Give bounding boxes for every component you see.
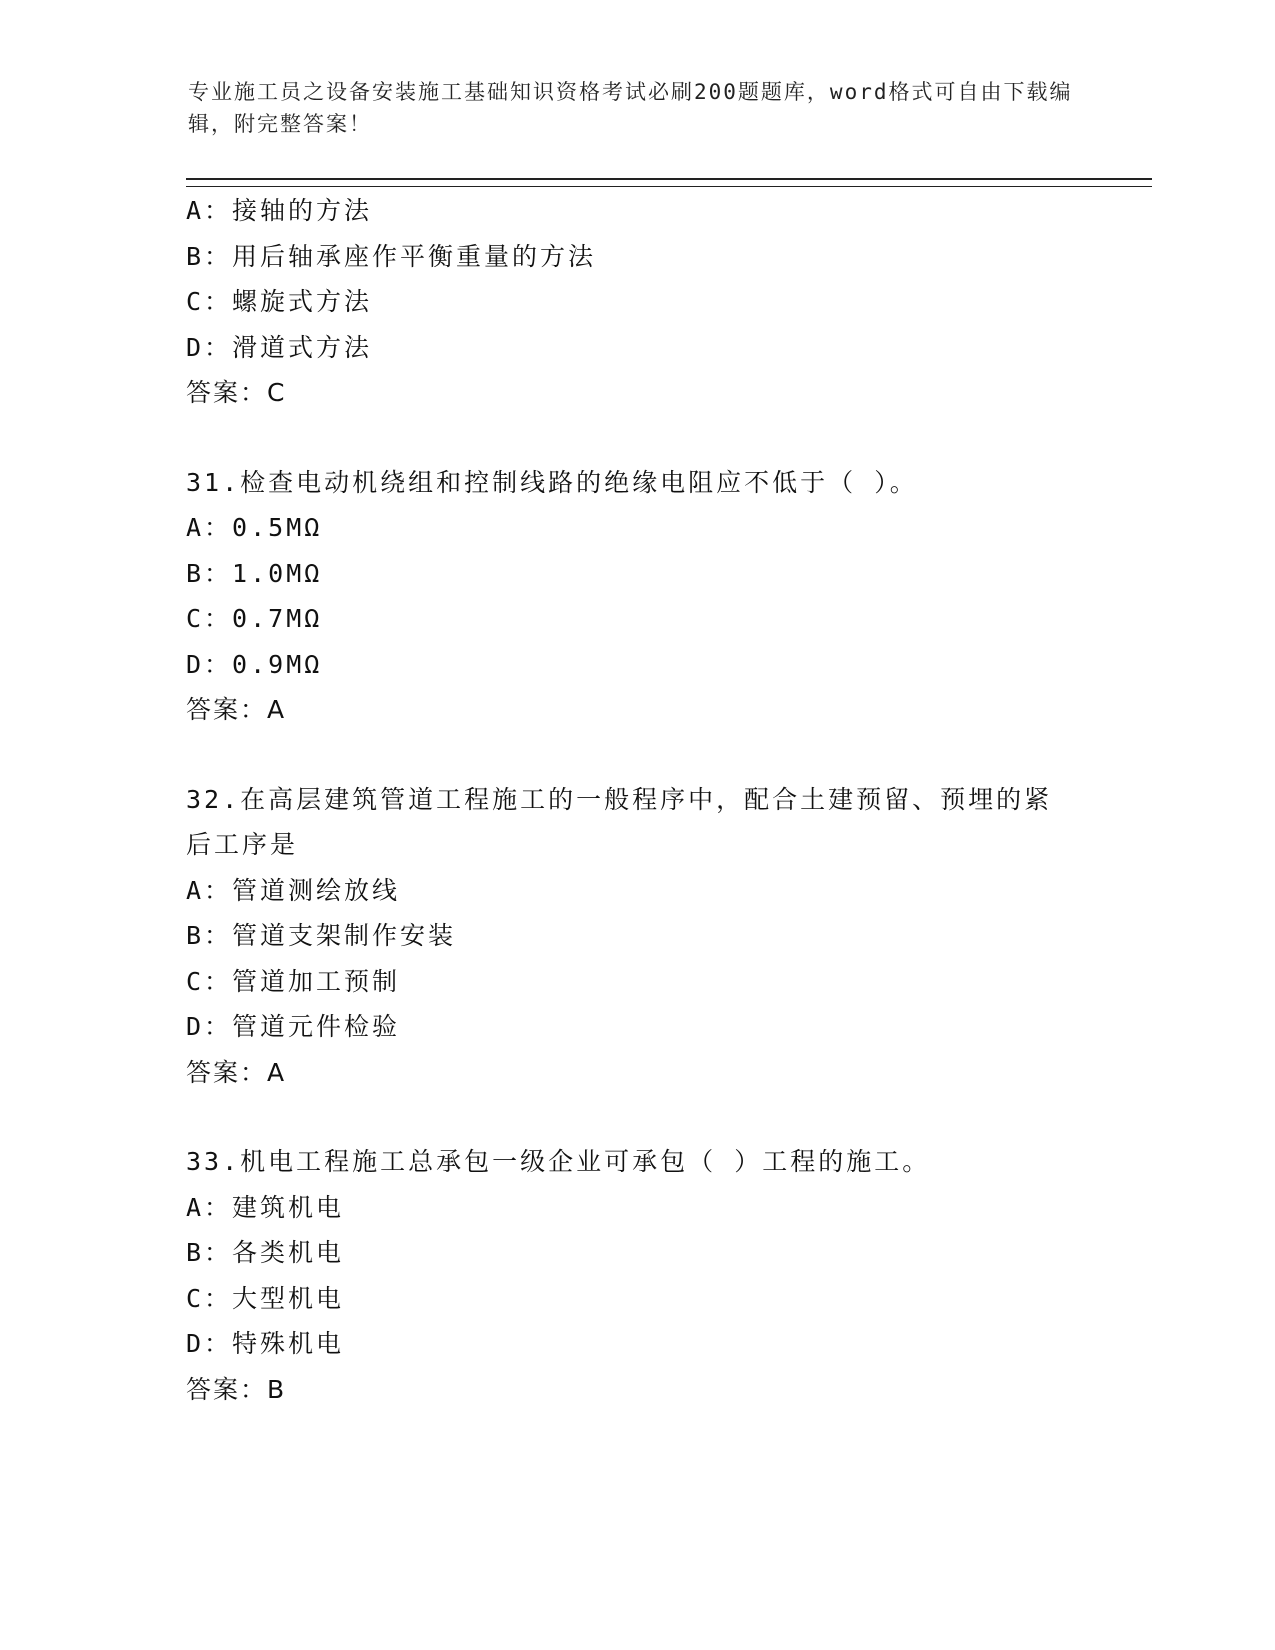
option-c: C：管道加工预制 [186,966,401,996]
answer-text: 答案：A [186,1057,287,1087]
question-text-line-1: 32.在高层建筑管道工程施工的一般程序中，配合土建预留、预埋的紧 [186,784,1053,814]
option-d: D：滑道式方法 [186,332,373,362]
question-spacer [186,733,1086,777]
option-a: A：接轴的方法 [186,196,373,225]
answer-text: 答案：A [186,695,287,724]
question-text: 31.检查电动机绕组和控制线路的绝缘电阻应不低于（ ）。 [186,467,918,497]
question-block-32 [186,777,1086,1096]
question-text: 33.机电工程施工总承包一级企业可承包（ ）工程的施工。 [186,1147,931,1176]
option-a: A：建筑机电 [186,1192,345,1222]
option-b: B：管道支架制作安装 [186,921,457,950]
answer-text: 答案：C [186,378,287,407]
question-content [186,188,1086,1412]
question-spacer [186,1095,1086,1139]
option-c: C：0.7MΩ [186,604,323,633]
option-c: C：大型机电 [186,1283,345,1313]
option-a: A：0.5MΩ [186,513,323,542]
option-a: A：管道测绘放线 [186,875,401,905]
option-b: B：1.0MΩ [186,558,323,588]
option-d: D：特殊机电 [186,1329,345,1358]
option-b: B：各类机电 [186,1238,345,1267]
question-text-line-2: 后工序是 [186,830,299,859]
option-c: C：螺旋式方法 [186,287,373,316]
question-block-30 [186,188,1086,416]
option-b: B：用后轴承座作平衡重量的方法 [186,241,597,271]
header-divider [186,178,1152,187]
document-header: 专业施工员之设备安装施工基础知识资格考试必刷200题题库，word格式可自由下载编辑，附完整答案！ [188,80,1073,136]
question-block-31 [186,460,1086,733]
question-block-33 [186,1139,1086,1412]
option-d: D：0.9MΩ [186,649,323,679]
answer-text: 答案：B [186,1374,287,1404]
question-spacer [186,416,1086,460]
option-d: D：管道元件检验 [186,1012,401,1041]
